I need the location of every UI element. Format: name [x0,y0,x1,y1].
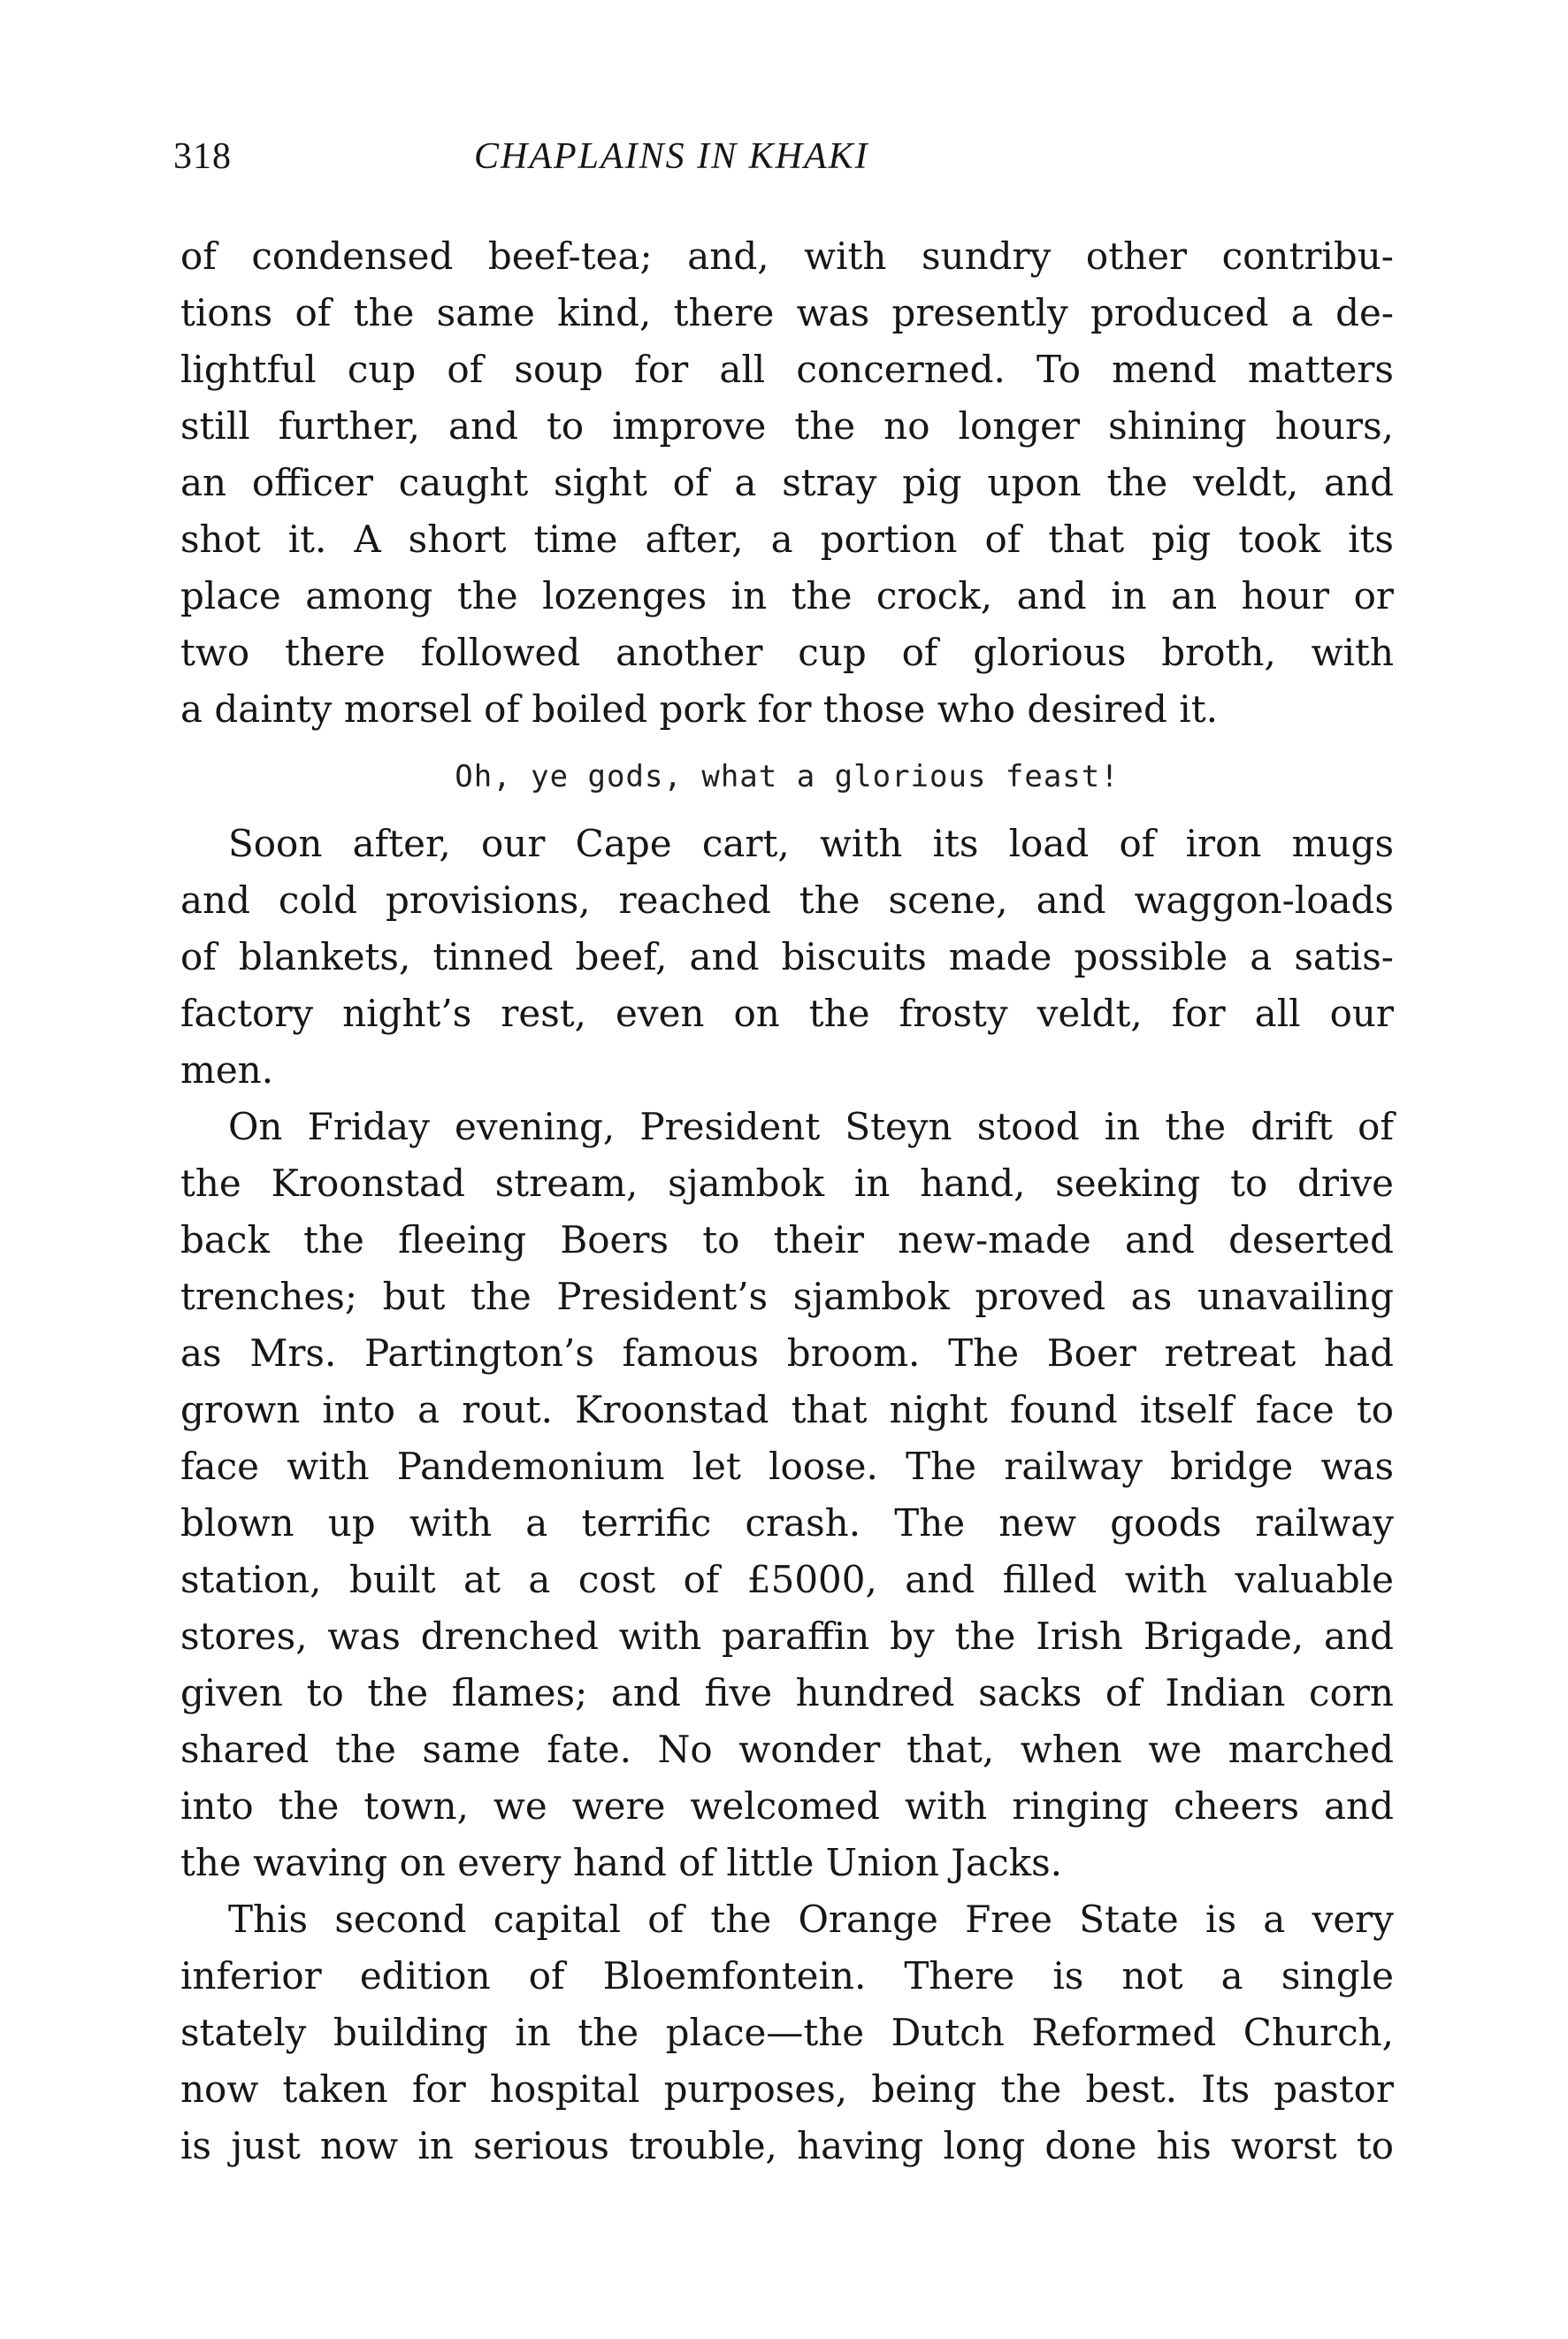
text-line: the waving on every hand of little Union Jacks. [180,1841,1062,1884]
text-line: shared the same fate. No wonder that, when we marched [180,1728,1394,1771]
text-line: into the town, we were welcomed with ringing cheers and [180,1784,1394,1828]
text-line: stores, was drenched with paraffin by the Irish Brigade, and [180,1614,1394,1658]
text-line: face with Pandemonium let loose. The railway bridge was [180,1445,1394,1488]
text-line: still further, and to improve the no longer shining hours, [180,404,1394,448]
text-line: an officer caught sight of a stray pig upon the veldt, and [180,461,1394,504]
text-line: trenches; but the President’s sjambok proved as unavailing [180,1275,1394,1318]
text-line: now taken for hospital purposes, being the best. Its pastor [180,2067,1394,2111]
text-line: On Friday evening, President Steyn stood in the drift of [228,1105,1394,1148]
text-line: station, built at a cost of £5000, and filled with valuable [180,1558,1394,1601]
text-line: shot it. A short time after, a portion of that pig took its [180,518,1394,561]
body-text [180,228,1394,2174]
text-line: factory night’s rest, even on the frosty veldt, for all our [180,992,1394,1035]
running-title: CHAPLAINS IN KHAKI [474,136,869,177]
page-header [173,133,1394,195]
page-number: 318 [173,136,232,177]
text-line: Soon after, our Cape cart, with its load of iron mugs [228,822,1394,865]
text-line: back the fleeing Boers to their new-made and deserted [180,1218,1394,1262]
quotation: Oh, ye gods, what a glorious feast! [455,759,1120,794]
text-line: place among the lozenges in the crock, and in an hour or [180,574,1394,617]
text-line: men. [180,1048,274,1092]
text-line: grown into a rout. Kroonstad that night found itself face to [180,1388,1394,1431]
text-line: lightful cup of soup for all concerned. To mend matters [180,348,1394,391]
text-line: of condensed beef-tea; and, with sundry other contribu- [180,234,1394,278]
text-line: a dainty morsel of boiled pork for those who desired it. [180,687,1218,731]
text-line: given to the flames; and five hundred sacks of Indian corn [180,1671,1394,1714]
text-line: the Kroonstad stream, sjambok in hand, seeking to drive [180,1162,1394,1205]
text-line: and cold provisions, reached the scene, and waggon-loads [180,878,1394,922]
text-line: stately building in the place—the Dutch Reformed Church, [180,2011,1394,2054]
text-line: as Mrs. Partington’s famous broom. The Boer retreat had [180,1331,1394,1375]
text-line: of blankets, tinned beef, and biscuits made possible a satis- [180,935,1394,978]
text-line: This second capital of the Orange Free State is a very [228,1898,1394,1941]
text-line: two there followed another cup of glorious broth, with [180,631,1394,674]
text-line: is just now in serious trouble, having long done his worst to [180,2124,1394,2167]
text-line: blown up with a terrific crash. The new goods railway [180,1501,1394,1545]
text-line: inferior edition of Bloemfontein. There is not a single [180,1954,1394,1998]
text-line: tions of the same kind, there was presently produced a de- [180,291,1394,334]
